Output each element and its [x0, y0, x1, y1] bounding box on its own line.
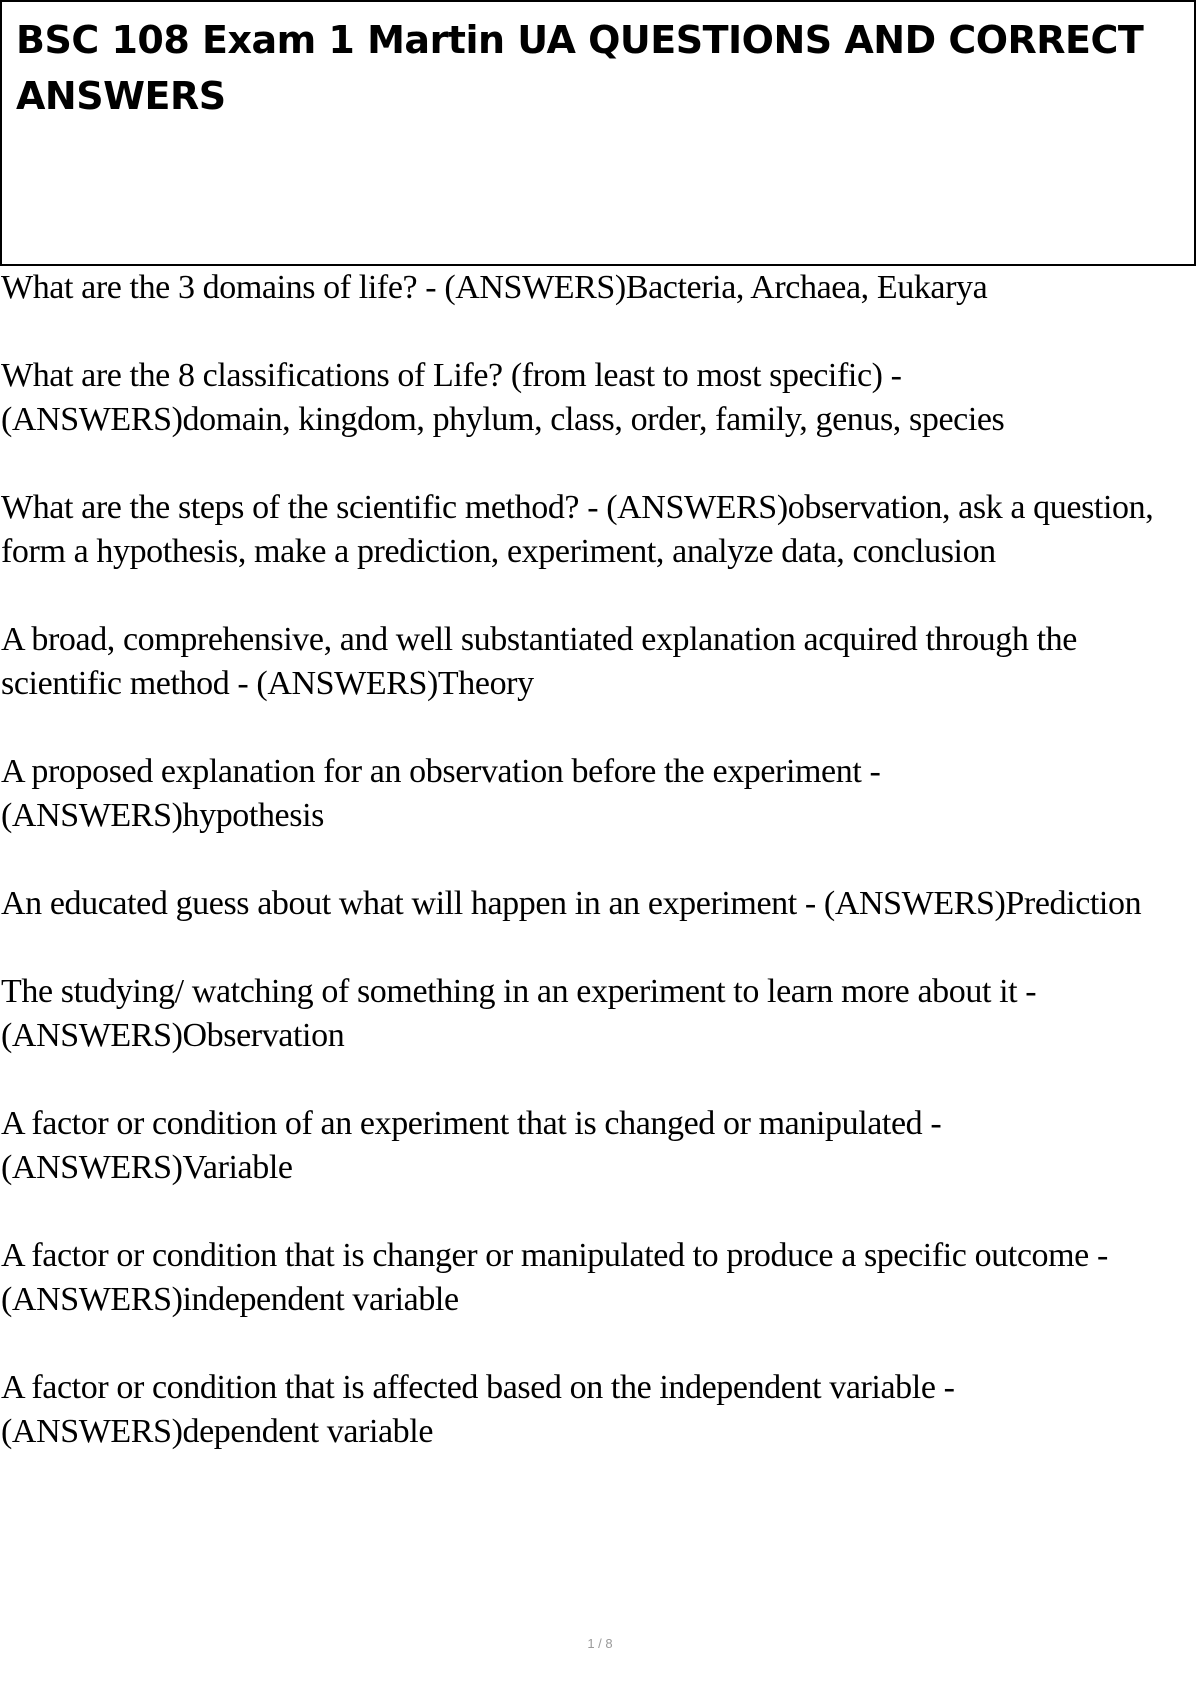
qa-list	[1, 266, 1197, 1498]
qa-item: What are the 8 classifications of Life? (from least to most specific) - (ANSWERS)domain, kingdom, phylum, class, order, family, genus, species	[1, 357, 1005, 438]
qa-item: A factor or condition that is changer or manipulated to produce a specific outcome - (ANSWERS)independent variable	[1, 1237, 1108, 1318]
title-box	[0, 0, 1196, 266]
page-number: 1 / 8	[587, 1636, 613, 1651]
qa-item: What are the 3 domains of life? - (ANSWERS)Bacteria, Archaea, Eukarya	[1, 269, 988, 306]
qa-item: A broad, comprehensive, and well substantiated explanation acquired through the scientific method - (ANSWERS)Theory	[1, 621, 1077, 702]
qa-item: An educated guess about what will happen in an experiment - (ANSWERS)Prediction	[1, 885, 1142, 922]
qa-item: A factor or condition that is affected based on the independent variable - (ANSWERS)dependent variable	[1, 1369, 955, 1450]
qa-item: What are the steps of the scientific method? - (ANSWERS)observation, ask a question, form a hypothesis, make a prediction, experiment, analyze data, conclusion	[1, 489, 1154, 570]
qa-item: A proposed explanation for an observation before the experiment - (ANSWERS)hypothesis	[1, 753, 881, 834]
qa-item: The studying/ watching of something in an experiment to learn more about it - (ANSWERS)Observation	[1, 973, 1037, 1054]
document-title: BSC 108 Exam 1 Martin UA QUESTIONS AND CORRECT ANSWERS	[16, 18, 1144, 118]
qa-item: A factor or condition of an experiment that is changed or manipulated - (ANSWERS)Variable	[1, 1105, 942, 1186]
